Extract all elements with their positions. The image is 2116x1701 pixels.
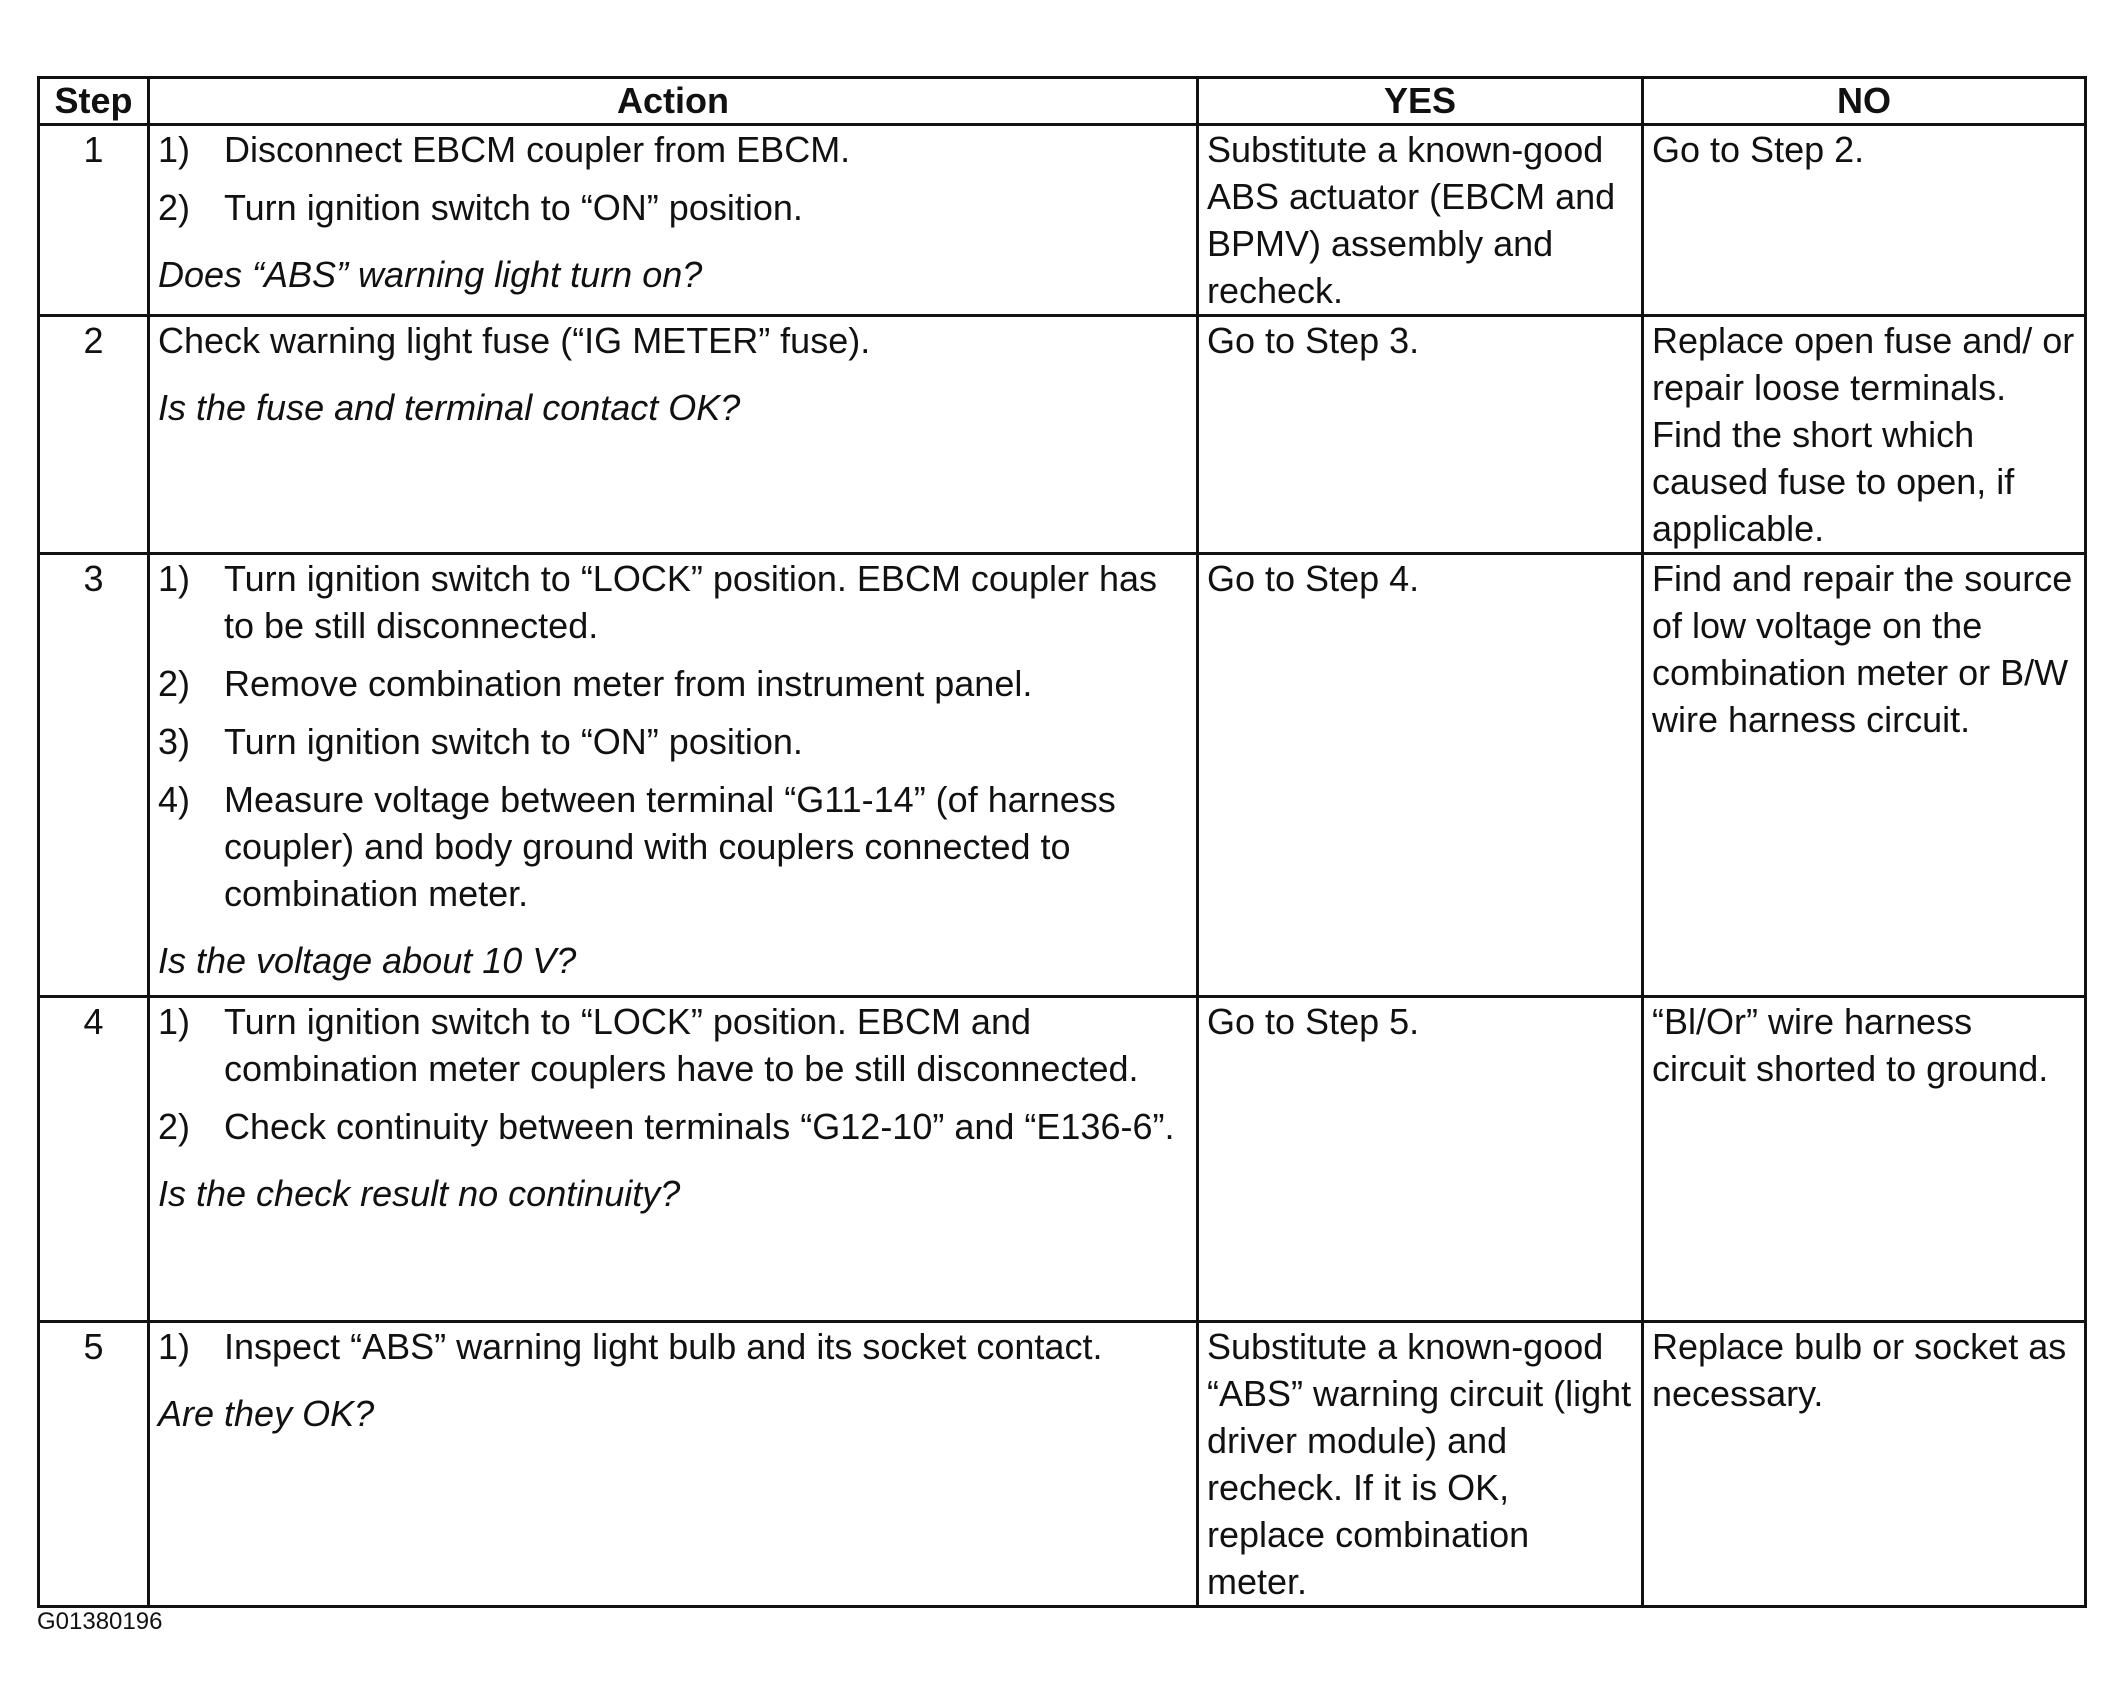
- action-item-text: Measure voltage between terminal “G11-14” (of harness coupler) and body ground with couplers connected to combination meter.: [224, 779, 1116, 914]
- action-item: [158, 776, 1188, 917]
- action-question: Is the fuse and terminal contact OK?: [158, 387, 741, 428]
- header-no: NO: [1643, 78, 2086, 125]
- step-number: 4: [39, 997, 149, 1322]
- action-item-text: Disconnect EBCM coupler from EBCM.: [224, 129, 851, 170]
- action-item-number: 1): [158, 558, 191, 599]
- action-item-number: 2): [158, 663, 191, 704]
- yes-cell: Go to Step 4.: [1198, 554, 1643, 997]
- yes-cell: Substitute a known-good ABS actuator (EBCM and BPMV) assembly and recheck.: [1198, 125, 1643, 316]
- action-cell: [149, 1322, 1198, 1607]
- action-item: [158, 998, 1188, 1092]
- table-row: [39, 554, 2086, 997]
- yes-cell: Go to Step 3.: [1198, 316, 1643, 554]
- action-cell: [149, 125, 1198, 316]
- action-item-number: 1): [158, 1326, 191, 1367]
- action-item-number: 3): [158, 721, 191, 762]
- action-question: Are they OK?: [158, 1393, 375, 1434]
- action-item-text: Remove combination meter from instrument panel.: [224, 663, 1033, 704]
- yes-cell: Substitute a known-good “ABS” warning circuit (light driver module) and recheck. If it is OK, replace combination meter.: [1198, 1322, 1643, 1607]
- table-row: [39, 1322, 2086, 1607]
- no-cell: “Bl/Or” wire harness circuit shorted to ground.: [1643, 997, 2086, 1322]
- header-action: Action: [149, 78, 1198, 125]
- header-yes: YES: [1198, 78, 1643, 125]
- step-number: 5: [39, 1322, 149, 1607]
- action-item: [158, 660, 1188, 707]
- action-question: Does “ABS” warning light turn on?: [158, 254, 703, 295]
- action-item: [158, 1323, 1188, 1370]
- no-cell: Find and repair the source of low voltage on the combination meter or B/W wire harness circuit.: [1643, 554, 2086, 997]
- action-item-text: Turn ignition switch to “LOCK” position. EBCM coupler has to be still disconnected.: [224, 558, 1158, 646]
- yes-cell: Go to Step 5.: [1198, 997, 1643, 1322]
- table-row: [39, 997, 2086, 1322]
- table-header-row: [39, 78, 2086, 125]
- figure-id: G01380196: [37, 1608, 163, 1635]
- action-item: [158, 126, 1188, 173]
- action-item-number: 1): [158, 129, 191, 170]
- action-cell: [149, 316, 1198, 554]
- action-item-text: Check continuity between terminals “G12-10” and “E136-6”.: [224, 1106, 1175, 1147]
- action-item-text: Inspect “ABS” warning light bulb and its socket contact.: [224, 1326, 1103, 1367]
- action-intro: Check warning light fuse (“IG METER” fuse).: [158, 320, 871, 361]
- action-item: [158, 555, 1188, 649]
- action-item: [158, 184, 1188, 231]
- action-cell: [149, 554, 1198, 997]
- step-number: 2: [39, 316, 149, 554]
- step-number: 3: [39, 554, 149, 997]
- header-step: Step: [39, 78, 149, 125]
- action-question: Is the voltage about 10 V?: [158, 940, 577, 981]
- table-row: [39, 125, 2086, 316]
- no-cell: Go to Step 2.: [1643, 125, 2086, 316]
- step-number: 1: [39, 125, 149, 316]
- no-cell: Replace open fuse and/ or repair loose terminals. Find the short which caused fuse to open, if applicable.: [1643, 316, 2086, 554]
- action-item: [158, 718, 1188, 765]
- table-row: [39, 316, 2086, 554]
- troubleshooting-table: [37, 76, 2087, 1608]
- no-cell: Replace bulb or socket as necessary.: [1643, 1322, 2086, 1607]
- action-item-number: 2): [158, 187, 191, 228]
- action-cell: [149, 997, 1198, 1322]
- action-question: Is the check result no continuity?: [158, 1173, 681, 1214]
- action-item: [158, 1103, 1188, 1150]
- action-item-number: 2): [158, 1106, 191, 1147]
- action-item-number: 4): [158, 779, 191, 820]
- action-item-text: Turn ignition switch to “ON” position.: [224, 187, 803, 228]
- action-item-text: Turn ignition switch to “LOCK” position. EBCM and combination meter couplers have to be still disconnected.: [224, 1001, 1139, 1089]
- action-item-number: 1): [158, 1001, 191, 1042]
- action-item-text: Turn ignition switch to “ON” position.: [224, 721, 803, 762]
